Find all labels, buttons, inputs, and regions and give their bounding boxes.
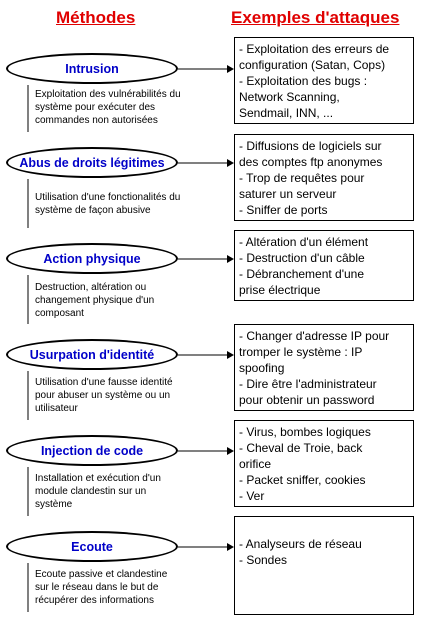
attack-examples-box — [234, 516, 414, 615]
description-line: utilisateur — [35, 402, 78, 414]
example-line: prise électrique — [239, 283, 321, 297]
arrowhead — [227, 159, 234, 167]
example-line: - Cheval de Troie, back — [239, 441, 363, 455]
description-line: Exploitation des vulnérabilités du — [35, 89, 181, 100]
example-line: saturer un serveur — [239, 187, 337, 201]
description-line: composant — [35, 307, 84, 319]
example-line: - Ver — [239, 489, 265, 503]
example-line: - Analyseurs de réseau — [239, 537, 362, 551]
description-line: module clandestin sur un — [35, 485, 147, 497]
example-line: - Sniffer de ports — [239, 203, 328, 217]
method-usurpation-identite: Usurpation d'identité — [6, 339, 178, 370]
example-line: - Exploitation des bugs : — [239, 74, 368, 88]
attack-examples-box — [234, 134, 414, 221]
method-action-physique: Action physique — [6, 243, 178, 274]
example-line: tromper le système : IP — [239, 345, 363, 359]
example-line: - Virus, bombes logiques — [239, 425, 371, 439]
example-line: spoofing — [239, 361, 285, 375]
attack-examples-box — [234, 324, 414, 411]
description-line: système — [35, 498, 73, 510]
example-line: - Altération d'un élément — [239, 235, 369, 249]
method-abus-de-droits: Abus de droits légitimes — [6, 147, 178, 178]
attack-examples-box — [234, 420, 414, 507]
example-line: pour obtenir un password — [239, 393, 375, 407]
attack-examples-header: Exemples d'attaques — [231, 8, 400, 27]
example-line: - Destruction d'un câble — [239, 251, 365, 265]
arrowhead — [227, 255, 234, 263]
arrowhead — [227, 351, 234, 359]
method-description — [35, 282, 215, 320]
method-ecoute: Ecoute — [6, 531, 178, 562]
methods-header: Méthodes — [56, 8, 136, 27]
example-line: - Sondes — [239, 553, 288, 567]
example-line: - Exploitation des erreurs de — [239, 42, 390, 56]
method-description — [35, 569, 215, 607]
example-line: - Changer d'adresse IP pour — [239, 329, 390, 343]
example-line: - Dire être l'administrateur — [239, 377, 377, 391]
arrowhead — [227, 65, 234, 73]
example-line: - Diffusions de logiciels sur — [239, 139, 382, 153]
arrowhead — [227, 447, 234, 455]
example-line: des comptes ftp anonymes — [239, 155, 383, 169]
description-line: Installation et exécution d'un — [35, 473, 161, 484]
example-line: configuration (Satan, Cops) — [239, 58, 386, 72]
example-line: Sendmail, INN, ... — [239, 106, 334, 120]
example-line: - Trop de requêtes pour — [239, 171, 365, 185]
attack-examples-box — [234, 37, 414, 124]
description-line: récupérer des informations — [35, 594, 154, 606]
description-line: Ecoute passive et clandestine — [35, 569, 168, 580]
method-description — [35, 473, 215, 511]
description-line: pour abuser un système ou un — [35, 389, 171, 401]
example-line: orifice — [239, 457, 272, 471]
description-line: Utilisation d'une fausse identité — [35, 377, 173, 388]
description-line: sur le réseau dans le but de — [35, 581, 159, 593]
description-line: changement physique d'un — [35, 294, 155, 306]
description-line: système pour exécuter des — [35, 101, 156, 113]
method-description — [35, 377, 215, 415]
description-line: commandes non autorisées — [35, 114, 158, 126]
example-line — [239, 520, 410, 536]
method-description — [35, 89, 215, 127]
example-line: - Débranchement d'une — [239, 267, 365, 281]
example-line: Network Scanning, — [239, 90, 340, 104]
description-line: Destruction, altération ou — [35, 282, 147, 293]
attack-examples-box — [234, 230, 414, 301]
method-intrusion: Intrusion — [6, 53, 178, 84]
method-description — [35, 192, 215, 218]
example-line: - Packet sniffer, cookies — [239, 473, 366, 487]
method-injection-de-code: Injection de code — [6, 435, 178, 466]
description-line: système de façon abusive — [35, 204, 151, 216]
description-line: Utilisation d'une fonctionalités du — [35, 192, 181, 203]
arrowhead — [227, 543, 234, 551]
